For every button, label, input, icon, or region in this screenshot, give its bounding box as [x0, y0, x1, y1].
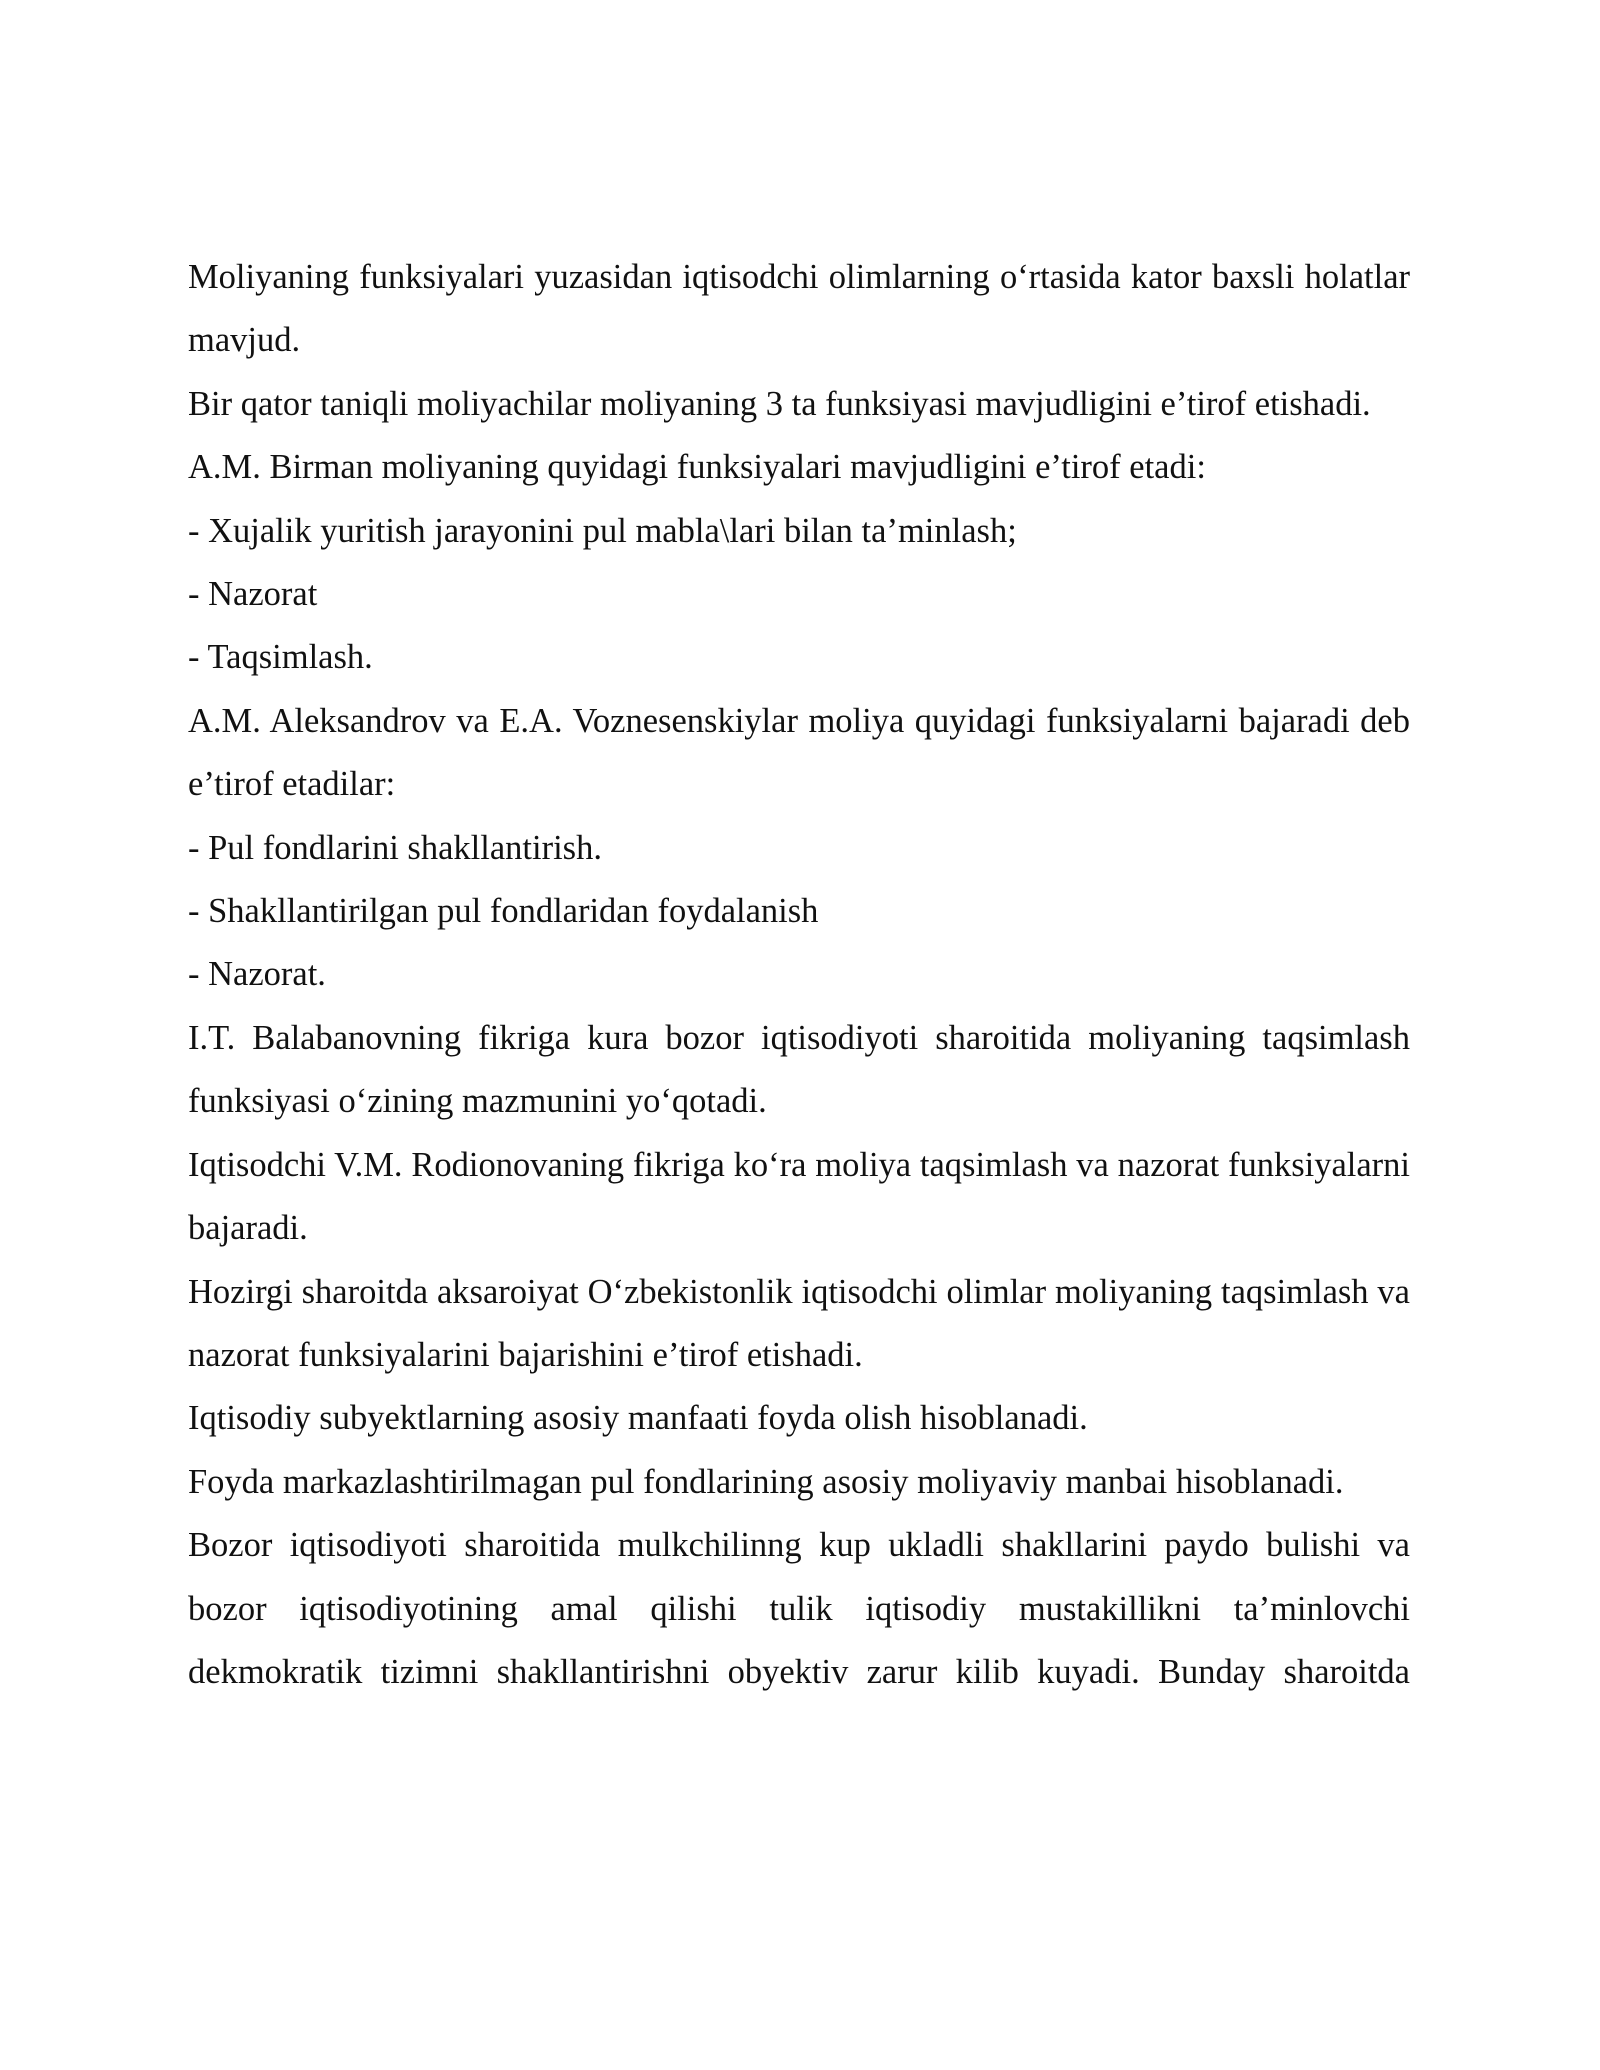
document-page — [188, 246, 1410, 1704]
paragraph-9: Foyda markazlashtirilmagan pul fondlarining asosiy moliyaviy manbai hisoblanadi. — [188, 1462, 1344, 1501]
paragraph-6: Iqtisodchi V.M. Rodionovaning fikriga ko‘ra moliya taqsimlash va nazorat funksiyalarni bajaradi. — [188, 1145, 1410, 1248]
list-item-4: - Pul fondlarini shakllantirish. — [188, 828, 602, 867]
paragraph-3: A.M. Birman moliyaning quyidagi funksiyalari mavjudligini e’tirof etadi: — [188, 448, 1206, 487]
list-item-3: - Taqsimlash. — [188, 638, 373, 677]
paragraph-1: Moliyaning funksiyalari yuzasidan iqtisodchi olimlarning o‘rtasida kator baxsli holatlar mavjud. — [188, 258, 1410, 360]
paragraph-8: Iqtisodiy subyektlarning asosiy manfaati foyda olish hisoblanadi. — [188, 1399, 1088, 1438]
list-item-1: - Xujalik yuritish jarayonini pul mabla\lari bilan ta’minlash; — [188, 511, 1017, 550]
list-item-5: - Shakllantirilgan pul fondlaridan foydalanish — [188, 892, 819, 931]
paragraph-4: A.M. Aleksandrov va E.A. Voznesenskiylar moliya quyidagi funksiyalarni bajaradi deb e’tirof etadilar: — [188, 701, 1410, 804]
list-item-6: - Nazorat. — [188, 955, 326, 994]
paragraph-5: I.T. Balabanovning fikriga kura bozor iqtisodiyoti sharoitida moliyaning taqsimlash funksiyasi o‘zining mazmunini yo‘qotadi. — [188, 1018, 1410, 1121]
paragraph-10: Bozor iqtisodiyoti sharoitida mulkchilinng kup ukladli shakllarini paydo bulishi va bozor iqtisodiyotining amal qilishi tulik iqtisodiy mustakillikni ta’minlovchi dekmokratik tizimni shakllantirishni obyektiv zarur kilib kuyadi. Bunday sharoitda — [188, 1526, 1410, 1691]
paragraph-2: Bir qator taniqli moliyachilar moliyaning 3 ta funksiyasi mavjudligini e’tirof etishadi. — [188, 384, 1371, 423]
paragraph-7: Hozirgi sharoitda aksaroiyat O‘zbekistonlik iqtisodchi olimlar moliyaning taqsimlash va nazorat funksiyalarini bajarishini e’tirof etishadi. — [188, 1272, 1410, 1374]
list-item-2: - Nazorat — [188, 575, 318, 614]
